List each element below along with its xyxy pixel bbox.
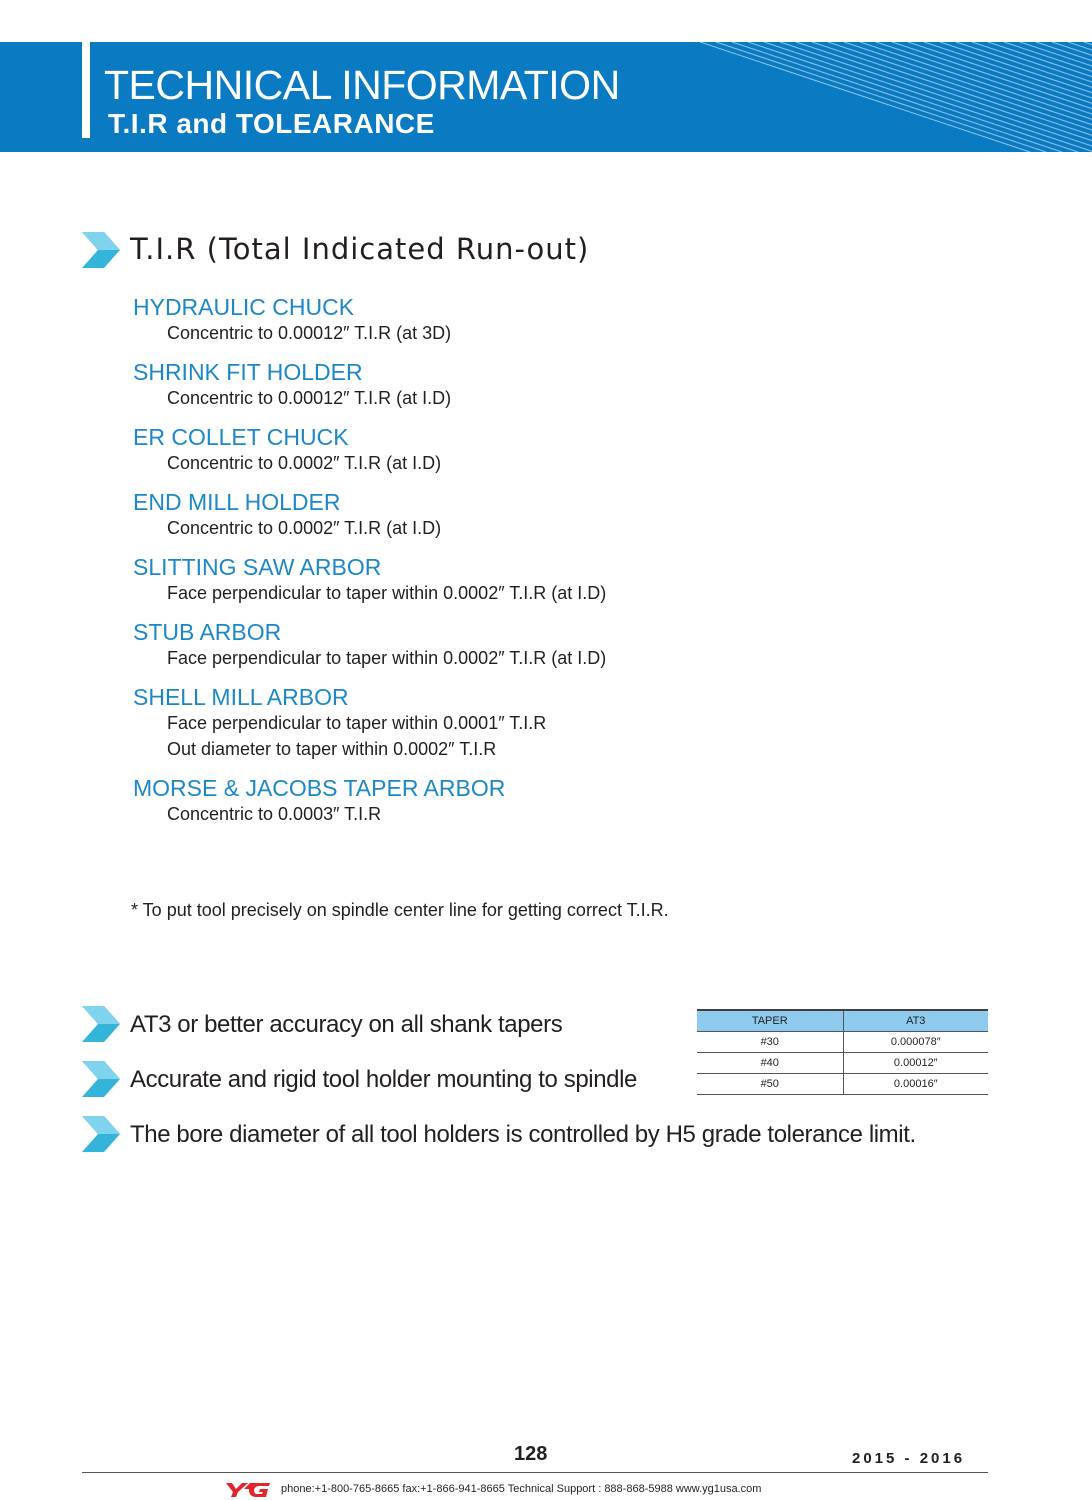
tir-item-name: SLITTING SAW ARBOR <box>133 554 382 580</box>
tir-item <box>133 554 933 606</box>
tir-item <box>133 489 933 541</box>
table-cell: #40 <box>697 1052 843 1073</box>
tir-item-spec: Face perpendicular to taper within 0.0001″ T.I.R <box>167 713 547 733</box>
footer-divider <box>82 1472 988 1473</box>
chevron-arrow-icon <box>82 232 122 268</box>
tir-item-name: SHRINK FIT HOLDER <box>133 359 363 385</box>
tir-item <box>133 619 933 671</box>
header-banner <box>0 42 1092 152</box>
chevron-arrow-icon <box>82 1061 122 1097</box>
tir-item-spec: Concentric to 0.00012″ T.I.R (at 3D) <box>167 323 452 343</box>
table-cell: 0.00016″ <box>843 1073 988 1094</box>
tir-item-name: ER COLLET CHUCK <box>133 424 349 450</box>
tir-item-spec: Concentric to 0.0003″ T.I.R <box>167 804 382 824</box>
catalog-years: 2015 - 2016 <box>852 1450 966 1467</box>
contact-info: phone:+1-800-765-8665 fax:+1-866-941-8665 Technical Support : 888-868-5988 www.yg1usa.com <box>281 1483 762 1495</box>
table-header-cell: AT3 <box>843 1010 988 1031</box>
tir-item-name: END MILL HOLDER <box>133 489 341 515</box>
table-row <box>697 1073 988 1094</box>
table-header-row <box>697 1010 988 1031</box>
tir-item-spec: Face perpendicular to taper within 0.0002″ T.I.R (at I.D) <box>167 648 607 668</box>
tir-item <box>133 424 933 476</box>
header-accent-bar <box>82 42 90 138</box>
table-header-cell: TAPER <box>697 1010 843 1031</box>
tir-footnote: * To put tool precisely on spindle center line for getting correct T.I.R. <box>131 900 669 920</box>
tir-heading: T.I.R (Total Indicated Run-out) <box>130 232 590 266</box>
chevron-arrow-icon <box>82 1006 122 1042</box>
tir-item-spec: Concentric to 0.00012″ T.I.R (at I.D) <box>167 388 452 408</box>
tir-item-list <box>133 294 933 840</box>
yg-logo <box>226 1481 272 1497</box>
chevron-arrow-icon <box>82 1116 122 1152</box>
table-cell: #50 <box>697 1073 843 1094</box>
table-cell: 0.000078″ <box>843 1031 988 1052</box>
table-row <box>697 1052 988 1073</box>
table-row <box>697 1031 988 1052</box>
feature-text: The bore diameter of all tool holders is controlled by H5 grade tolerance limit. <box>130 1121 916 1148</box>
feature-text: Accurate and rigid tool holder mounting to spindle <box>130 1066 637 1093</box>
tir-item-name: MORSE & JACOBS TAPER ARBOR <box>133 775 506 801</box>
tir-item <box>133 775 933 827</box>
tir-item <box>133 359 933 411</box>
taper-accuracy-table <box>697 1009 988 1095</box>
tir-item-name: STUB ARBOR <box>133 619 282 645</box>
tir-item <box>133 684 933 762</box>
tir-item <box>133 294 933 346</box>
page-subtitle: T.I.R and TOLEARANCE <box>108 108 435 139</box>
tir-item-name: HYDRAULIC CHUCK <box>133 294 355 320</box>
tir-item-name: SHELL MILL ARBOR <box>133 684 349 710</box>
tir-item-spec: Out diameter to taper within 0.0002″ T.I.R <box>167 739 497 759</box>
tir-item-spec: Concentric to 0.0002″ T.I.R (at I.D) <box>167 453 442 473</box>
table-cell: 0.00012″ <box>843 1052 988 1073</box>
table-cell: #30 <box>697 1031 843 1052</box>
tir-item-spec: Face perpendicular to taper within 0.0002″ T.I.R (at I.D) <box>167 583 607 603</box>
tir-item-spec: Concentric to 0.0002″ T.I.R (at I.D) <box>167 518 442 538</box>
page-number: 128 <box>514 1443 548 1465</box>
page-title: TECHNICAL INFORMATION <box>104 62 620 108</box>
feature-text: AT3 or better accuracy on all shank tapers <box>130 1011 563 1038</box>
